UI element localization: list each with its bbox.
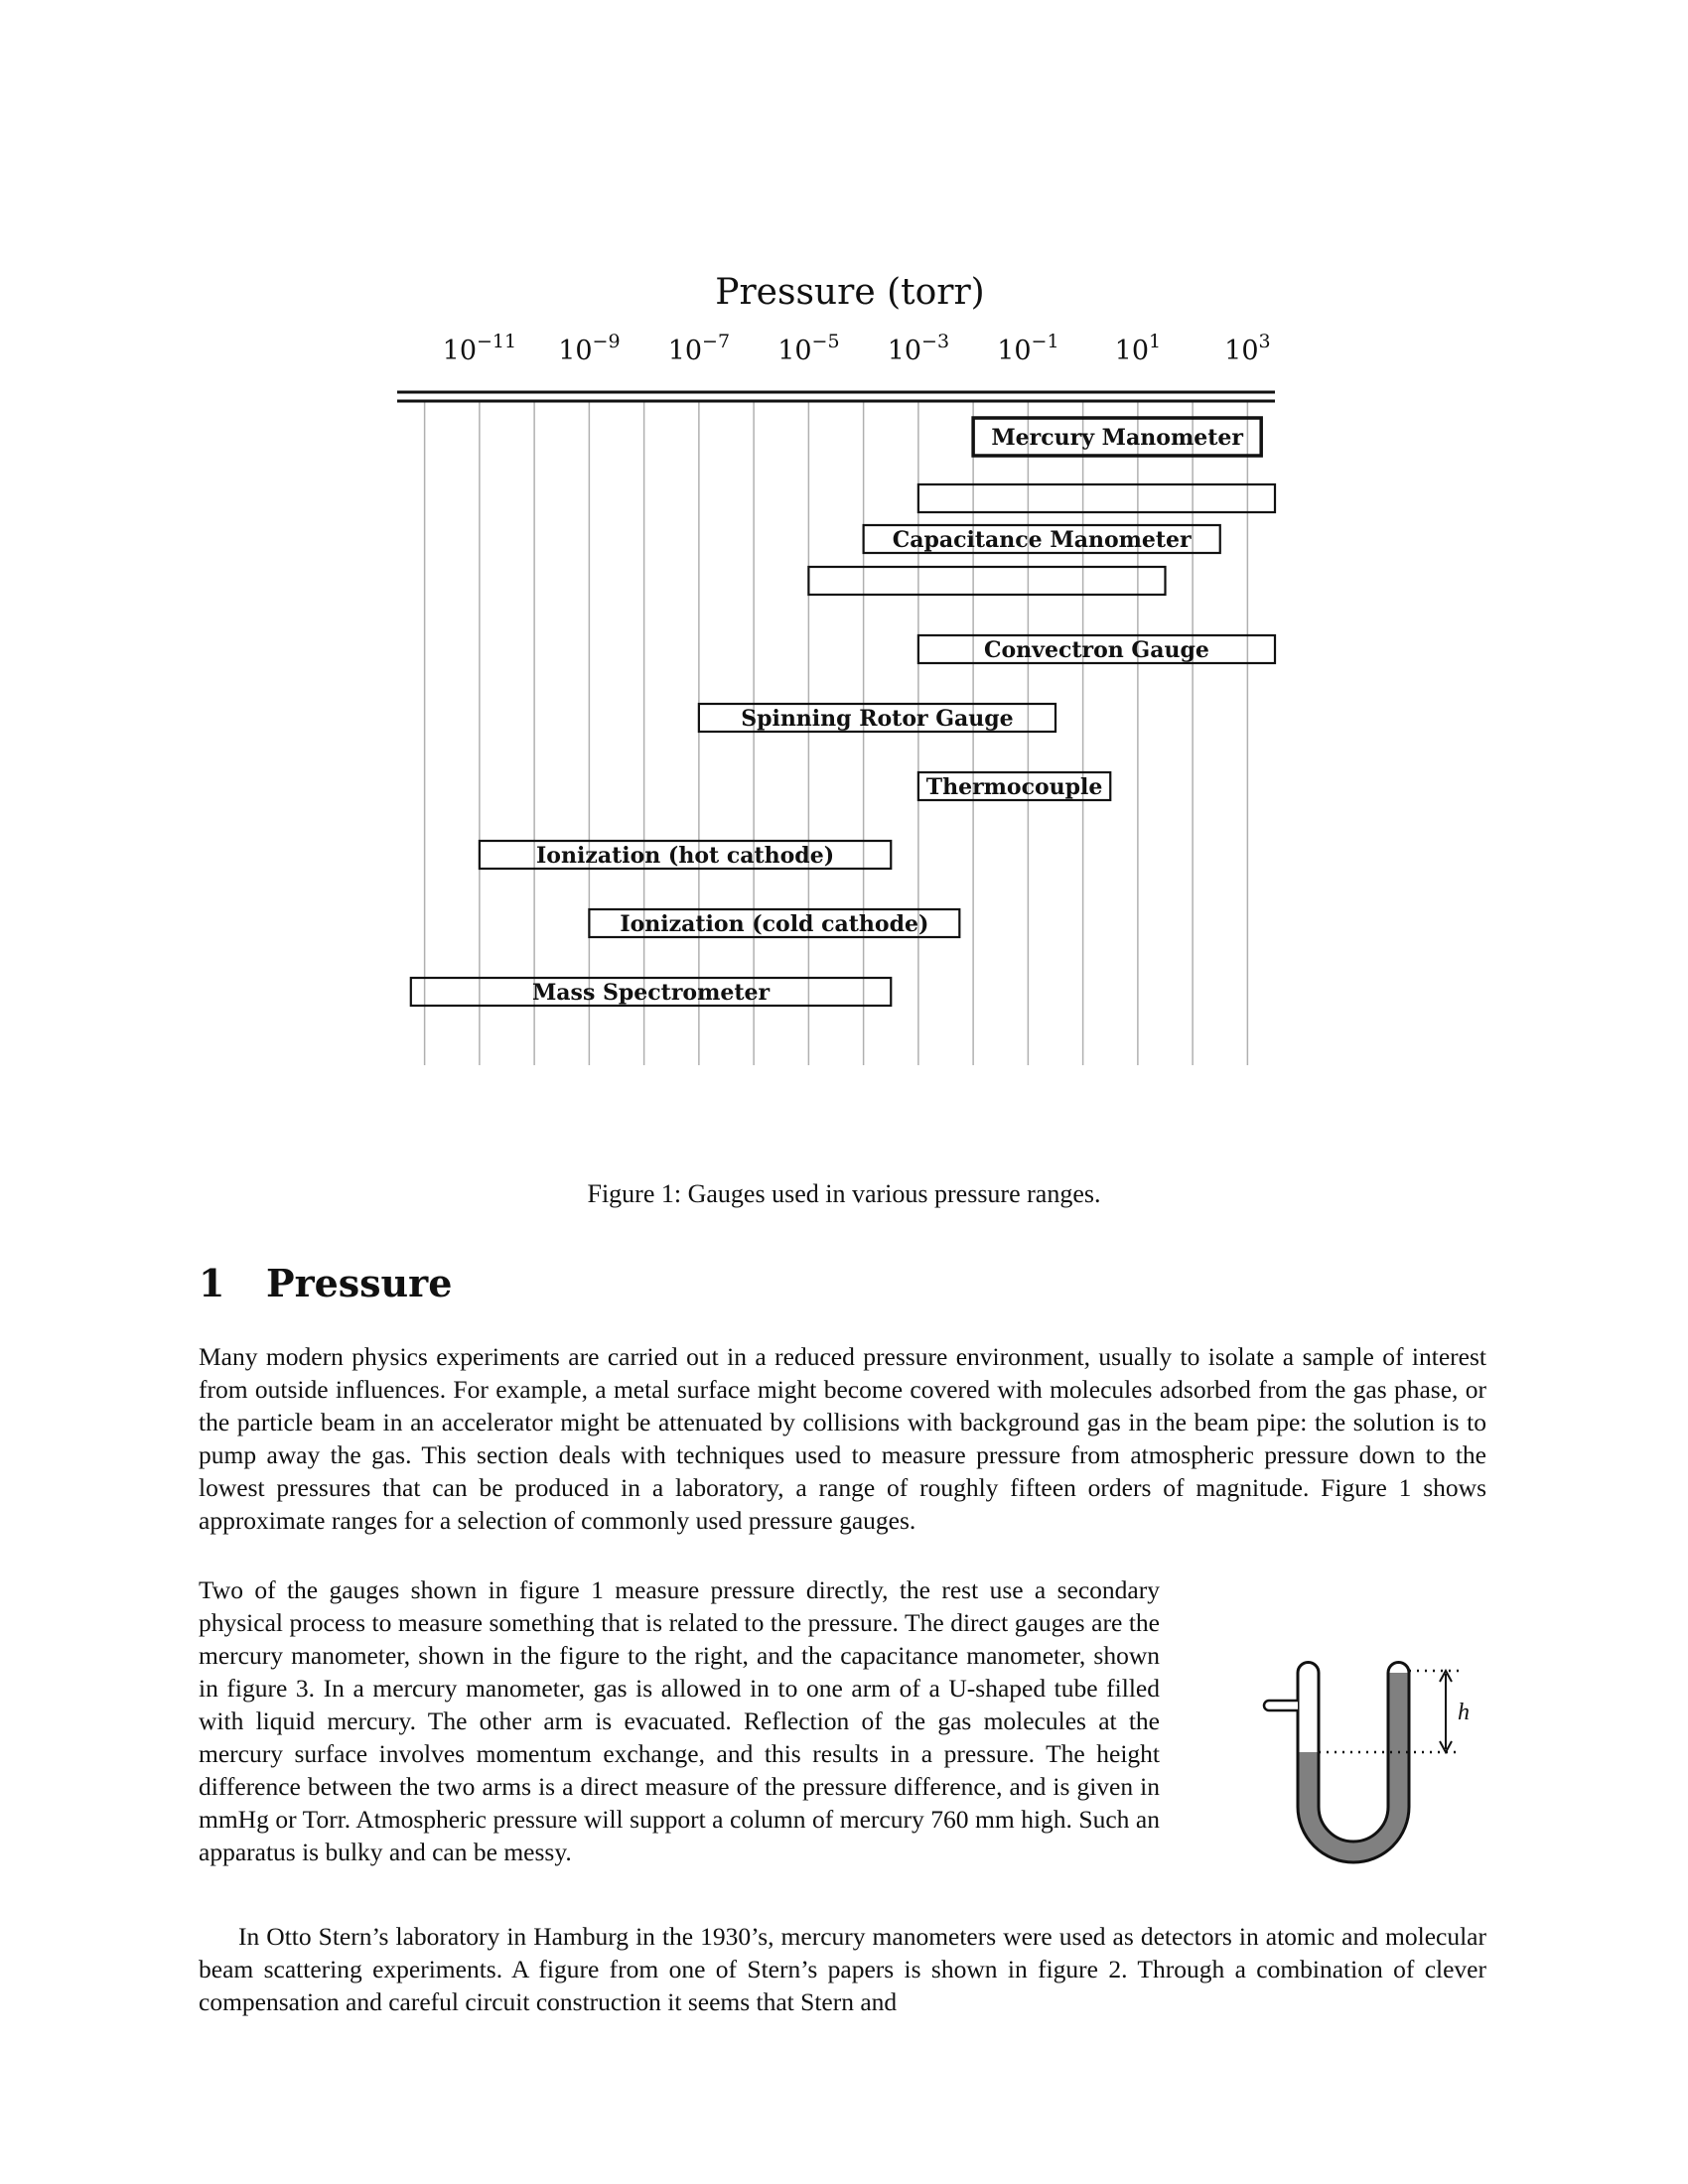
paragraph-1: Many modern physics experiments are carried out in a reduced pressure environment, usually to isolate a sample of interest from outside influences. For example, a metal surface might become covered with molecules adsorbed from the gas phase, or the particle beam in an accelerator might be attenuated by collisions with background gas in the beam pipe: the solution is to pump away the gas. This section deals with techniques used to measure pressure from atmospheric pressure down to the lowest pressures that can be produced in a laboratory, a range of roughly fifteen orders of magnitude. Figure 1 shows approximate ranges for a selection of commonly used pressure gauges. (199, 1342, 1486, 1535)
gauge-range-bar (918, 484, 1275, 512)
tick-label: $10^3$ (1224, 331, 1271, 366)
paragraph-3: In Otto Stern’s laboratory in Hamburg in the 1930’s, mercury manometers were used as detectors in atomic and molecular beam scattering experiments. A figure from one of Stern’s papers is shown in figure 2. Through a combination of clever compensation and careful circuit construction it seems that Stern and (199, 1922, 1486, 2016)
gauge-label: Mass Spectrometer (531, 980, 771, 1006)
tick-label: $10^{-5}$ (777, 331, 840, 366)
gauge-label: Mercury Manometer (991, 425, 1243, 451)
gauge-label: Capacitance Manometer (892, 527, 1192, 553)
tick-label: $10^{-3}$ (887, 331, 950, 366)
section-heading (199, 1261, 452, 1305)
gauge-label: Spinning Rotor Gauge (741, 706, 1014, 732)
gauge-label: Ionization (hot cathode) (536, 843, 835, 869)
figure-caption: Figure 1: Gauges used in various pressure ranges. (587, 1179, 1101, 1208)
height-label: h (1458, 1700, 1470, 1725)
gauge-label: Ionization (cold cathode) (620, 911, 929, 937)
section-number: 1 (199, 1261, 225, 1305)
paragraph-2: Two of the gauges shown in figure 1 measure pressure directly, the rest use a secondary physical process to measure something that is related to the pressure. The direct gauges are the mercury manometer, shown in the figure to the right, and the capacitance manometer, shown in figure 3. In a mercury manometer, gas is allowed in to one arm of a U-shaped tube filled with liquid mercury. The other arm is evacuated. Reflection of the gas molecules at the mercury surface involves momentum exchange, and this results in a pressure. The height difference between the two arms is a direct measure of the pressure difference, and is given in mmHg or Torr. Atmospheric pressure will support a column of mercury 760 mm high. Such an apparatus is bulky and can be messy. (199, 1575, 1160, 1866)
gauge-range-bar (808, 567, 1165, 595)
chart-gridlines (425, 401, 1248, 1065)
gauge-label: Thermocouple (925, 774, 1103, 800)
tick-label: $10^{-9}$ (558, 331, 621, 366)
gauge-label: Convectron Gauge (984, 637, 1209, 663)
section-title: Pressure (266, 1261, 453, 1305)
tick-label: $10^{-7}$ (667, 331, 731, 366)
mercury-fill (1298, 1673, 1409, 1862)
inlet-tube (1264, 1701, 1298, 1710)
chart-bars (411, 418, 1275, 1006)
tick-label: $10^1$ (1114, 331, 1162, 366)
chart-title: Pressure (torr) (715, 272, 985, 313)
mercury-manometer-diagram (1251, 1658, 1479, 1866)
chart-tick-labels (443, 331, 1271, 366)
tick-label: $10^{-1}$ (997, 331, 1059, 366)
tick-label: $10^{-11}$ (442, 331, 517, 366)
